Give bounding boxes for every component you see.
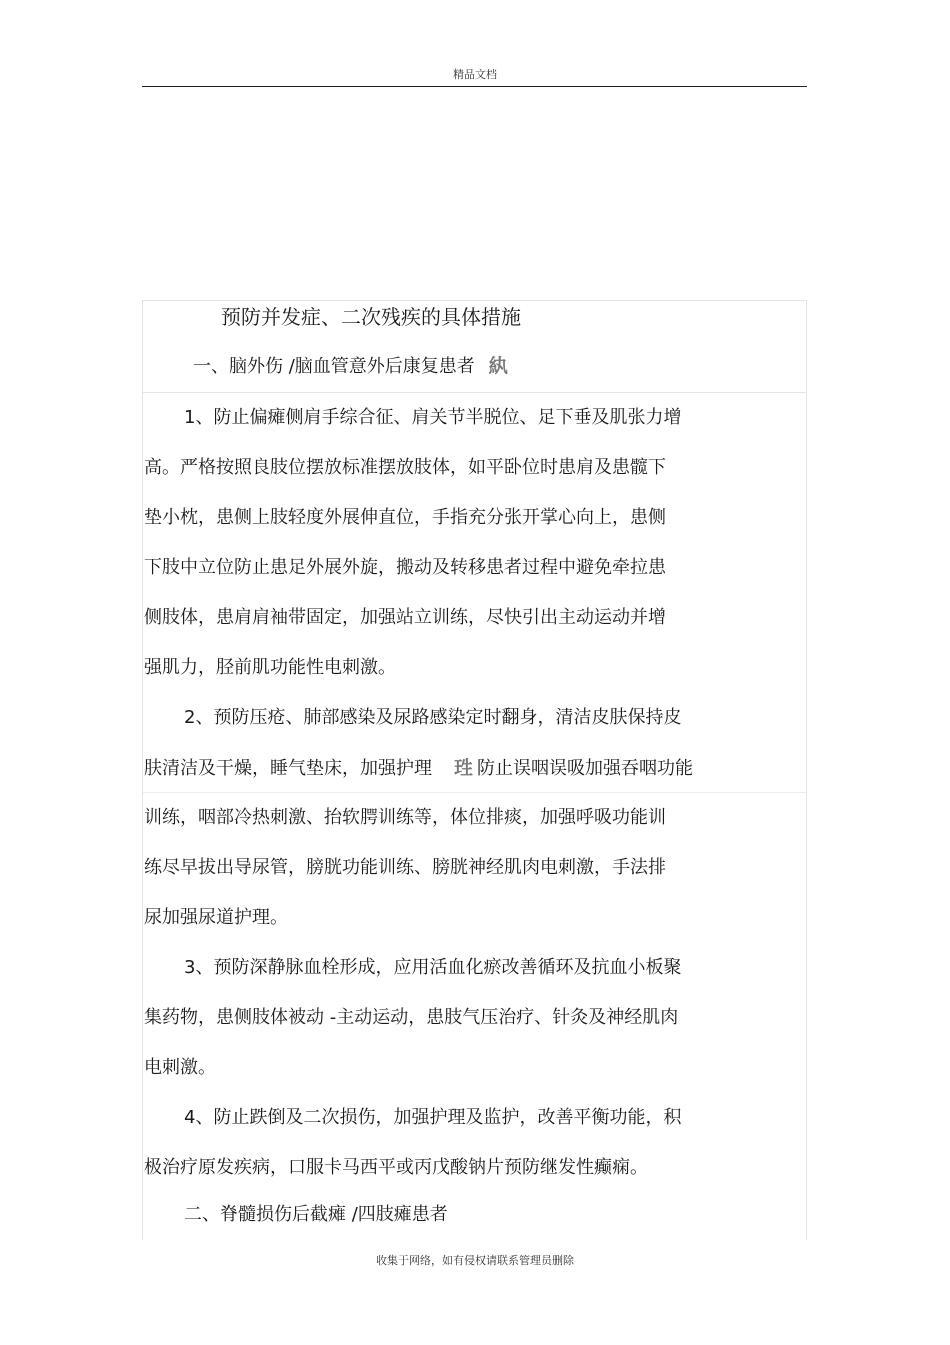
paragraph-line: 下肢中立位防止患足外展外旋，搬动及转移患者过程中避免牵拉患 (144, 557, 666, 578)
paragraph-line-part: 肤清洁及干燥，睡气垫床，加强护理 (144, 758, 432, 779)
section-heading-1 (193, 352, 508, 381)
paragraph-4 (144, 1093, 784, 1193)
paragraph-1 (144, 393, 784, 693)
document-title: 预防并发症、二次残疾的具体措施 (221, 305, 521, 329)
paragraph-line: 1、防止偏瘫侧肩手综合征、肩关节半脱位、足下垂及肌张力增 (184, 407, 682, 428)
paragraph-line: 高。严格按照良肢位摆放标准摆放肢体，如平卧位时患肩及患髋下 (144, 457, 666, 478)
paragraph-line: 2、预防压疮、肺部感染及尿路感染定时翻身，清洁皮肤保持皮 (184, 707, 682, 728)
frame-top-border (142, 300, 807, 301)
paragraph-line: 极治疗原发疾病，口服卡马西平或丙戊酸钠片预防继发性癫痫。 (144, 1157, 648, 1178)
artifact-glyph: 珄 (454, 757, 474, 779)
page-footer: 收集于网络，如有侵权请联系管理员删除 (376, 1254, 574, 1267)
section-heading-2: 二、脊髓损伤后截瘫 /四肢瘫患者 (184, 1204, 448, 1225)
paragraph-3 (144, 943, 784, 1093)
page-header: 精品文档 (453, 68, 497, 81)
paragraph-line (144, 743, 784, 793)
header-divider (142, 86, 807, 87)
paragraph-line: 强肌力，胫前肌功能性电刺激。 (144, 657, 396, 678)
frame-right-border (806, 300, 807, 1240)
paragraph-line: 3、预防深静脉血栓形成，应用活血化瘀改善循环及抗血小板聚 (184, 957, 682, 978)
paragraph-line: 尿加强尿道护理。 (144, 907, 288, 928)
artifact-glyph: 紈 (488, 355, 508, 377)
paragraph-line: 侧肢体，患肩肩袖带固定，加强站立训练，尽快引出主动运动并增 (144, 607, 666, 628)
paragraph-line-part: 防止误咽误吸加强吞咽功能 (477, 758, 694, 779)
paragraph-line: 4、防止跌倒及二次损伤，加强护理及监护，改善平衡功能，积 (184, 1107, 682, 1128)
paragraph-line: 垫小枕，患侧上肢轻度外展伸直位，手指充分张开掌心向上，患侧 (144, 507, 666, 528)
paragraph-line: 集药物，患侧肢体被动 -主动运动，患肢气压治疗、针灸及神经肌肉 (144, 1007, 679, 1028)
section-heading-1-text: 一、脑外伤 /脑血管意外后康复患者 (193, 356, 475, 377)
paragraph-line: 练尽早拔出导尿管，膀胱功能训练、膀胱神经肌肉电刺激，手法排 (144, 857, 666, 878)
paragraph-line: 电刺激。 (144, 1057, 216, 1078)
paragraph-2 (144, 693, 784, 943)
paragraph-line: 训练，咽部冷热刺激、抬软腭训练等，体位排痰，加强呼吸功能训 (144, 807, 666, 828)
frame-left-border (142, 300, 143, 1240)
